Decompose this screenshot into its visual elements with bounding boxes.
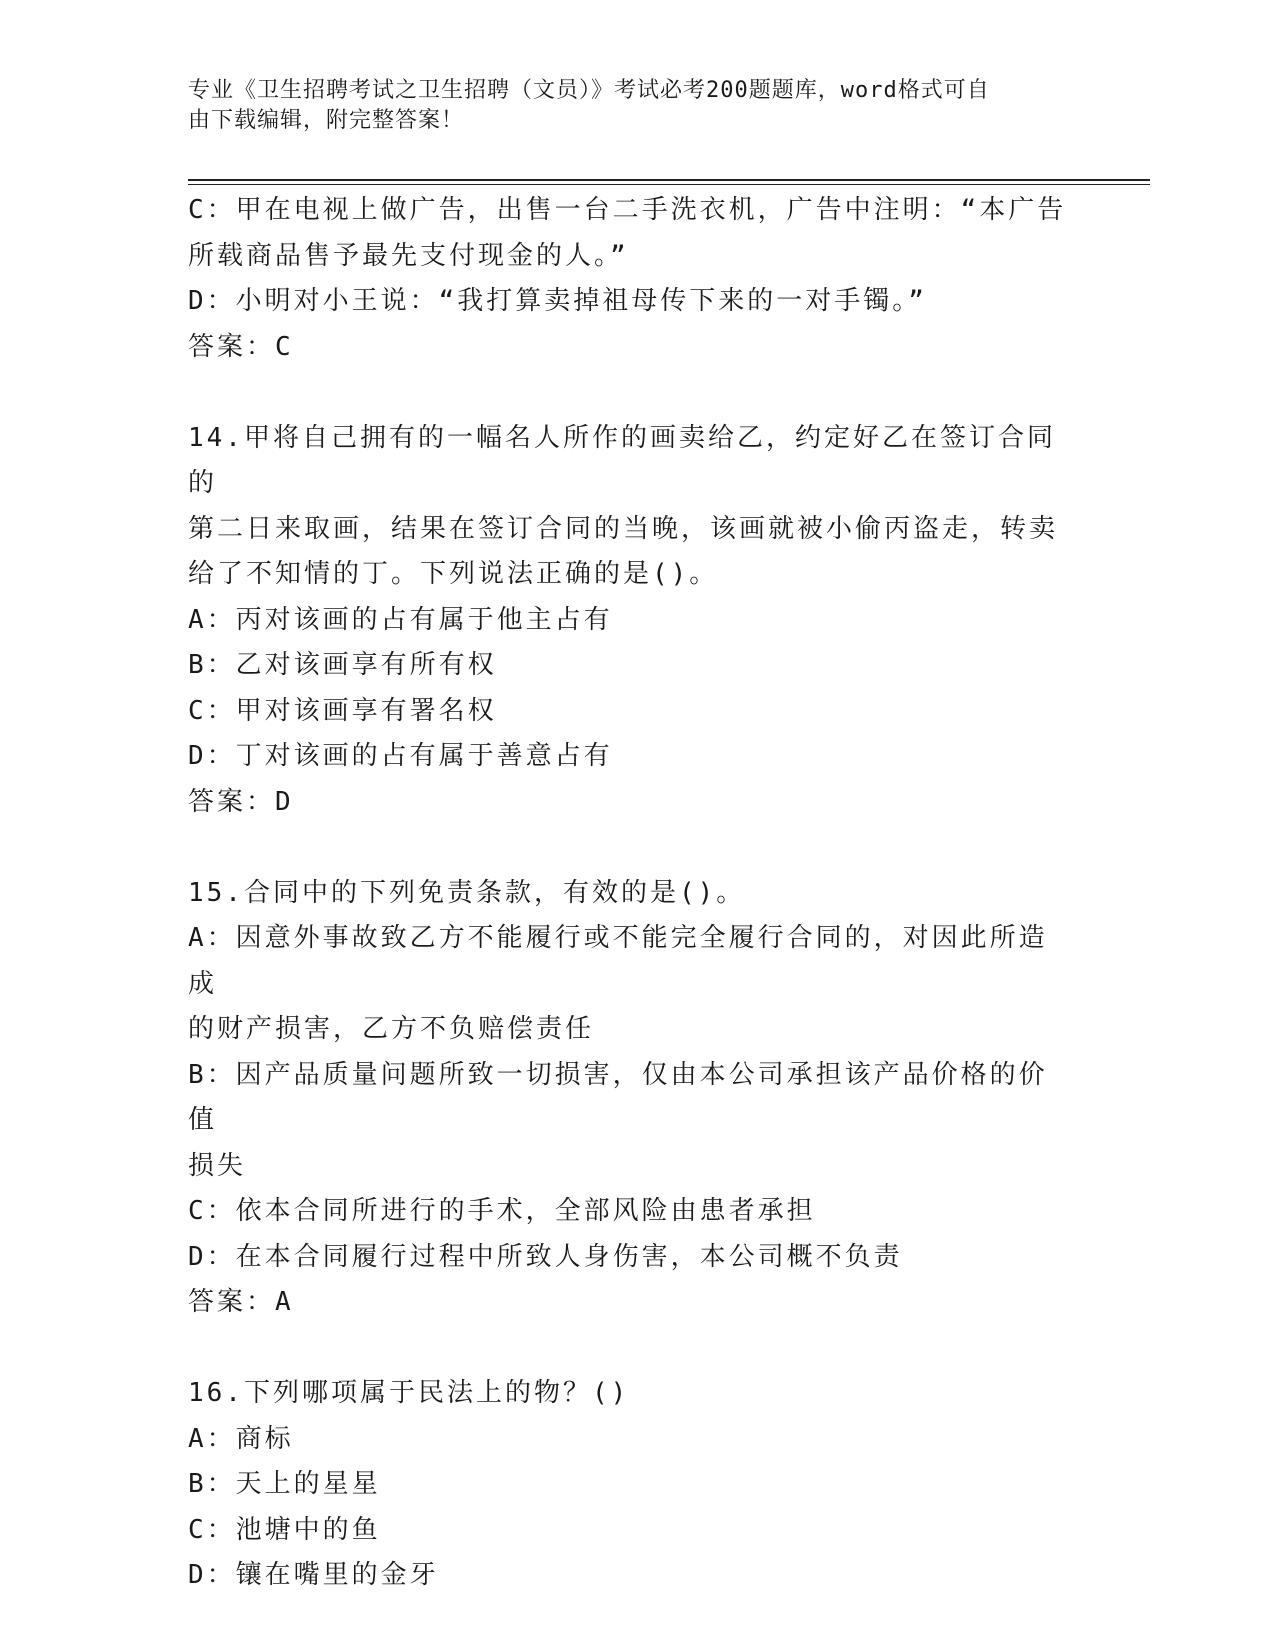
- question-stem-line-1: 14.甲将自己拥有的一幅名人所作的画卖给乙，约定好乙在签订合同的: [188, 422, 1056, 498]
- question-stem: 16.下列哪项属于民法上的物？(): [188, 1378, 630, 1408]
- header-divider-thick: [188, 179, 1150, 181]
- option-c-line-1: C：甲在电视上做广告，出售一台二手洗衣机，广告中注明：“本广告: [188, 195, 1067, 225]
- option-d: D：小明对小王说：“我打算卖掉祖母传下来的一对手镯。”: [188, 286, 927, 316]
- question-14: [188, 416, 1068, 826]
- spacer: [188, 1326, 1068, 1372]
- header-line-1: 专业《卫生招聘考试之卫生招聘（文员）》考试必考200题题库，word格式可自: [188, 78, 990, 103]
- document-header: [188, 76, 1088, 136]
- option-d: D：丁对该画的占有属于善意占有: [188, 741, 613, 771]
- option-a-line-2: 的财产损害，乙方不负赔偿责任: [188, 1014, 595, 1044]
- spacer: [188, 370, 1068, 416]
- question-stem: 15.合同中的下列免责条款，有效的是()。: [188, 877, 746, 908]
- option-c: C：甲对该画享有署名权: [188, 695, 497, 726]
- header-divider-thin: [188, 184, 1150, 185]
- option-b-line-2: 损失: [188, 1150, 247, 1181]
- header-line-2: 由下载编辑，附完整答案！: [188, 108, 465, 133]
- option-c: C：依本合同所进行的手术，全部风险由患者承担: [188, 1196, 816, 1226]
- answer-line: 答案：D: [188, 786, 294, 817]
- option-a: A：商标: [188, 1423, 294, 1454]
- question-16: [188, 1371, 1068, 1599]
- option-c-line-2: 所载商品售予最先支付现金的人。”: [188, 240, 629, 271]
- question-stem-line-3: 给了不知情的丁。下列说法正确的是()。: [188, 559, 719, 589]
- spacer: [188, 825, 1068, 871]
- option-b: B：乙对该画享有所有权: [188, 650, 497, 680]
- option-b: B：天上的星星: [188, 1469, 381, 1499]
- question-15: [188, 871, 1068, 1326]
- option-a-line-1: A：因意外事故致乙方不能履行或不能完全履行合同的，对因此所造成: [188, 923, 1048, 999]
- option-d: D：在本合同履行过程中所致人身伤害，本公司概不负责: [188, 1241, 903, 1272]
- question-13-continued: [188, 188, 1068, 370]
- option-d: D：镶在嘴里的金牙: [188, 1560, 439, 1590]
- answer-line: 答案：C: [188, 331, 294, 362]
- option-b-line-1: B：因产品质量问题所致一切损害，仅由本公司承担该产品价格的价值: [188, 1059, 1048, 1135]
- document-body: [188, 188, 1068, 1599]
- question-stem-line-2: 第二日来取画，结果在签订合同的当晚，该画就被小偷丙盗走，转卖: [188, 513, 1059, 544]
- option-c: C：池塘中的鱼: [188, 1514, 381, 1545]
- answer-line: 答案：A: [188, 1287, 294, 1317]
- option-a: A：丙对该画的占有属于他主占有: [188, 604, 613, 635]
